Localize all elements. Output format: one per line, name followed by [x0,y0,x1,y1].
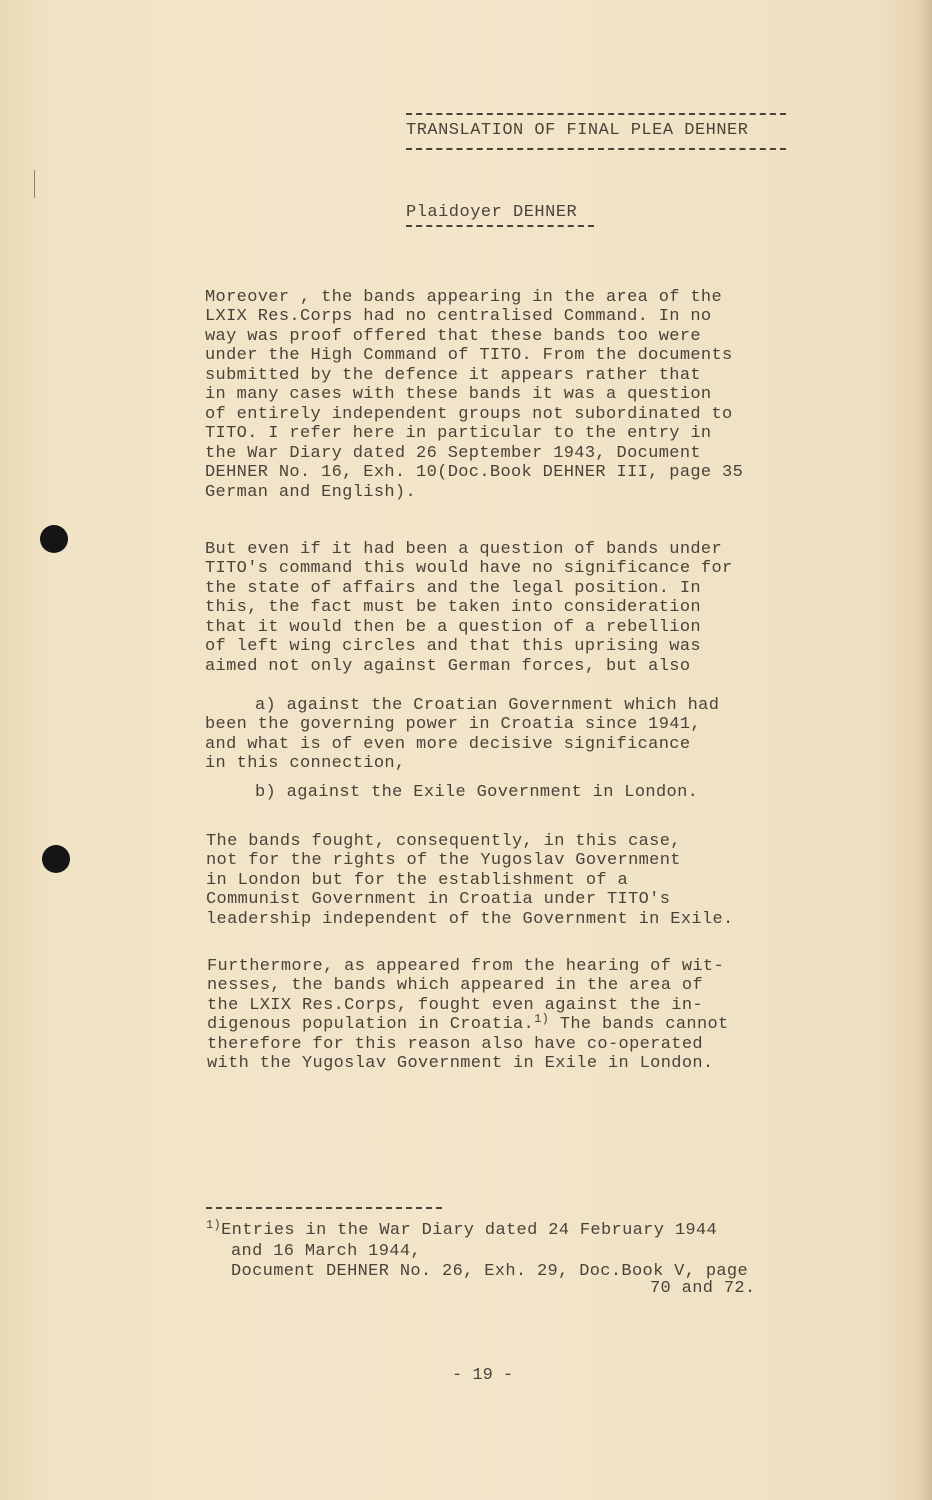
text-line: submitted by the defence it appears rather that [205,366,701,385]
text-line: of left wing circles and that this uprising was [205,637,701,656]
punch-hole-bottom [42,845,70,873]
header-rule-bottom [406,148,786,150]
text-line: and 16 March 1944, [231,1242,421,1261]
subtitle: Plaidoyer DEHNER [406,203,578,222]
text-line: aimed not only against German forces, but also [205,657,691,676]
text-line: way was proof offered that these bands too were [205,327,701,346]
text-line: under the High Command of TITO. From the documents [205,346,733,365]
text-line: Document DEHNER No. 26, Exh. 29, Doc.Book V, page [231,1262,749,1281]
text-line: nesses, the bands which appeared in the area of [207,976,703,995]
text-line: in London but for the establishment of a [206,871,629,890]
text-line: b) against the Exile Government in London. [255,783,699,802]
text-span: Entries in the War Diary dated 24 February 1944 [221,1221,718,1240]
text-line: Moreover , the bands appearing in the area of the [205,288,723,307]
text-line: therefore for this reason also have co-operated [207,1035,703,1054]
paper-edge-shadow [918,0,932,1500]
punch-hole-top [40,525,68,553]
text-line: leadership independent of the Government in Exile. [206,910,734,929]
text-span: The bands cannot [549,1015,729,1034]
margin-mark [34,170,35,198]
text-line: 70 and 72. [650,1279,756,1298]
text-line: TITO's command this would have no significance for [205,559,733,578]
text-line: been the governing power in Croatia since 1941, [205,715,701,734]
text-line: DEHNER No. 16, Exh. 10(Doc.Book DEHNER III, page 35 [205,463,744,482]
text-line: LXIX Res.Corps had no centralised Command. In no [205,307,712,326]
text-line: in many cases with these bands it was a question [205,385,712,404]
text-span: digenous population in Croatia. [207,1015,535,1034]
page-number: - 19 - [452,1366,514,1385]
text-line: this, the fact must be taken into consideration [205,598,701,617]
subtitle-underline [406,225,594,227]
text-line: and what is of even more decisive significance [205,735,691,754]
text-line: the state of affairs and the legal position. In [205,579,701,598]
footnote-ref: 1) [534,1012,550,1026]
text-line: in this connection, [205,754,406,773]
text-line: TITO. I refer here in particular to the entry in [205,424,712,443]
text-line [206,1218,718,1242]
text-line: of entirely independent groups not subordinated to [205,405,733,424]
text-line: The bands fought, consequently, in this case, [206,832,681,851]
footnote-marker: 1) [206,1218,222,1232]
text-line: But even if it had been a question of bands under [205,540,723,559]
footnote-rule [206,1207,442,1209]
text-line: Furthermore, as appeared from the hearing of wit- [207,957,725,976]
text-line [207,1012,729,1036]
text-line: with the Yugoslav Government in Exile in London. [207,1054,714,1073]
text-line: Communist Government in Croatia under TITO's [206,890,671,909]
header-rule-top [406,113,786,115]
text-line: the LXIX Res.Corps, fought even against the in- [207,996,703,1015]
text-line: that it would then be a question of a rebellion [205,618,701,637]
header-title: TRANSLATION OF FINAL PLEA DEHNER [406,121,749,140]
text-line: German and English). [205,483,417,502]
text-line: a) against the Croatian Government which had [255,696,720,715]
text-line: not for the rights of the Yugoslav Government [206,851,681,870]
text-line: the War Diary dated 26 September 1943, Document [205,444,701,463]
